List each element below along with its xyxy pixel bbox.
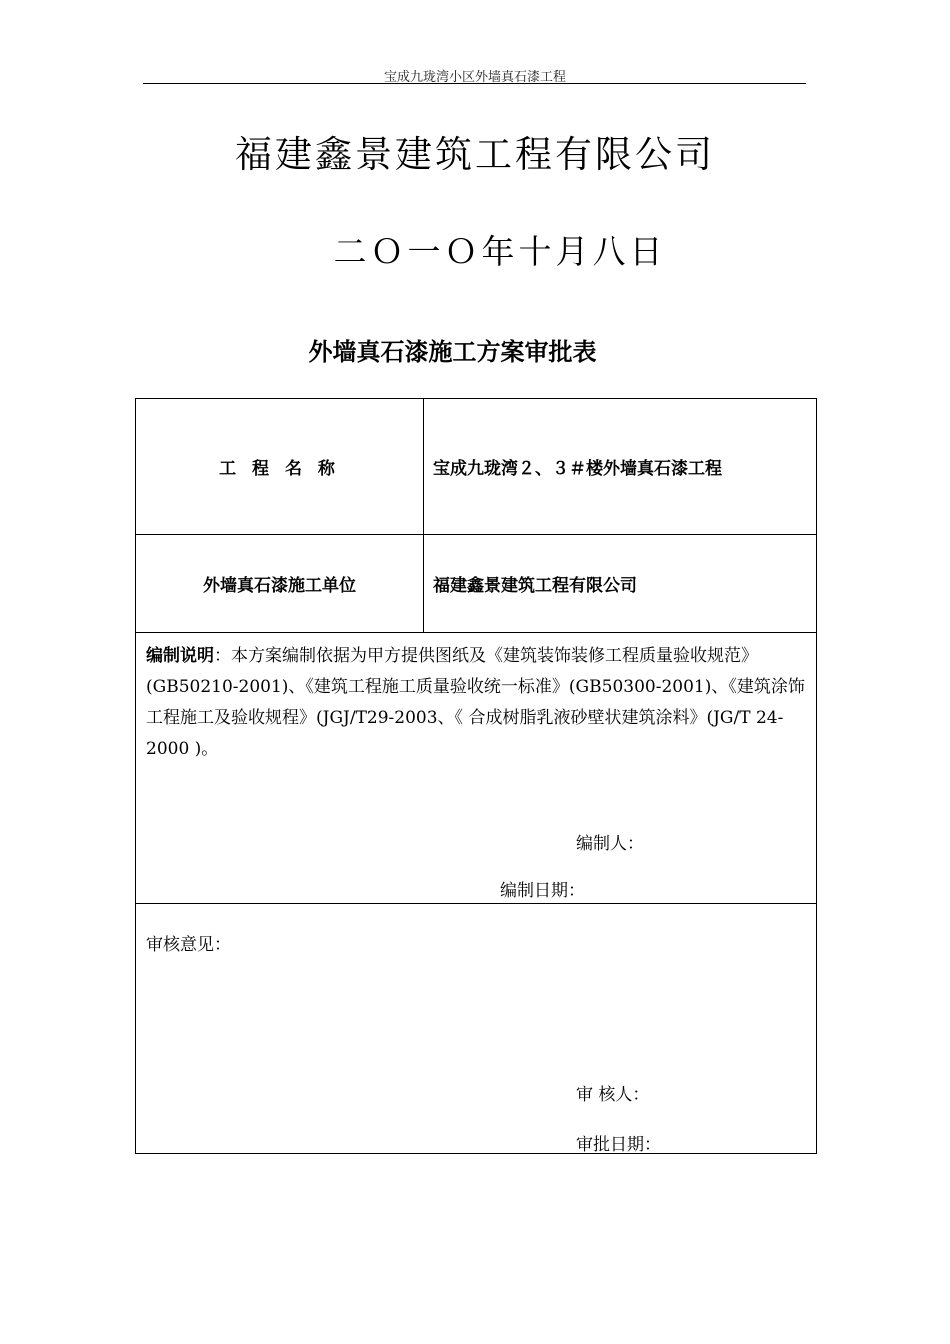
approval-form-table [135,398,817,1154]
running-header: 宝成九珑湾小区外墙真石漆工程 [383,70,566,85]
contractor-row [136,535,817,633]
notes-text: 本方案编制依据为甲方提供图纸及《建筑装饰装修工程质量验收规范》(GB50210-2001)、《建筑工程施工质量验收统一标准》(GB50300-2001)、《建筑涂饰工程施工及验收规程》(JGJ/T29-2003、《 合成树脂乳液砂壁状建筑涂料》(JG/T 24-2000 )。 [146,646,805,759]
notes-colon: ： [214,646,231,666]
notes-paragraph [146,641,810,765]
approval-date-label: 审批日期： [576,1135,661,1155]
document-date: 二Ｏ一Ｏ年十月八日 [333,232,667,271]
reviewer-label: 审 核人： [576,1085,650,1105]
company-name: 福建鑫景建筑工程有限公司 [235,133,715,176]
author-label: 编制人： [576,834,644,854]
compile-date-label: 编制日期： [500,881,585,901]
form-title: 外墙真石漆施工方案审批表 [308,338,597,366]
review-row [136,904,817,1154]
review-cell [136,904,817,1154]
contractor-label-cell [136,535,424,633]
project-name-row [136,399,817,535]
contractor-value: 福建鑫景建筑工程有限公司 [433,576,637,596]
header-rule [143,83,806,84]
notes-row [136,633,817,904]
contractor-value-cell [424,535,817,633]
notes-label: 编制说明 [146,646,214,666]
review-opinion-label: 审核意见： [146,935,231,955]
project-name-label: 工 程 名 称 [219,459,340,479]
project-name-value-cell [424,399,817,535]
notes-cell [136,633,817,904]
project-name-value: 宝成九珑湾２、３＃楼外墙真石漆工程 [433,459,722,479]
project-name-label-cell [136,399,424,535]
contractor-label: 外墙真石漆施工单位 [203,576,356,596]
